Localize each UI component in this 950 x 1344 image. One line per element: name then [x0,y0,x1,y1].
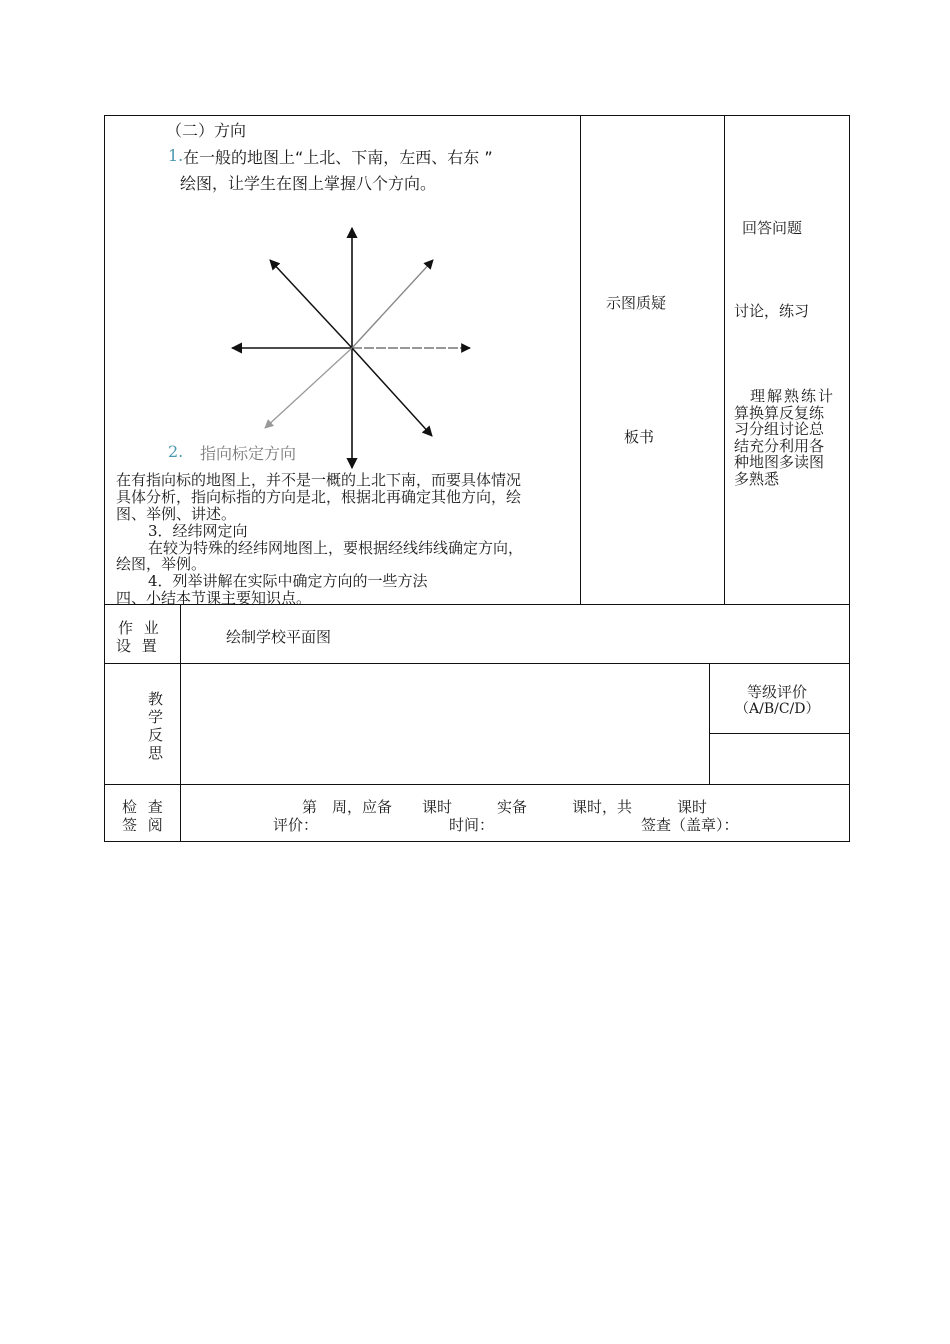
northeast-arrow-icon [352,260,433,348]
reflection-label-char4: 思 [148,744,164,762]
student-activity-1: 回答问题 [742,219,803,237]
northwest-arrow-icon [270,260,352,348]
homework-label-line1: 作 业 [118,619,162,637]
teacher-activity-2: 板书 [624,428,655,446]
table-top-border [104,115,850,116]
item1-line2: 绘图，让学生在图上掌握八个方向。 [180,174,437,193]
row-divider-reflection [104,663,850,664]
homework-label-line2: 设 置 [116,637,160,655]
item3-heading: 3．经纬网定向 [148,522,248,540]
check-evaluation: 评价： [273,816,319,834]
reflection-label-char1: 教 [148,690,164,708]
student-activity-3-line5: 种地图多读图 [734,453,825,471]
section4-summary: 四、小结本节课主要知识点。 [116,589,312,607]
item2-para-line2: 具体分析，指向标指的方向是北，根据北再确定其他方向，绘 [116,488,522,506]
compass-diagram [225,222,480,474]
item1-line1: 在一般的地图上“上北、下南，左西、右东 ” [183,148,493,167]
check-time: 时间： [449,816,495,834]
item1-number: 1. [168,146,184,165]
check-label-line2: 签 阅 [122,816,166,834]
teacher-activity-1: 示图质疑 [606,294,667,312]
col-divider-student [724,115,725,605]
check-line1: 第 周，应备 课时 实备 课时，共 课时 [302,798,708,816]
item2-title: 指向标定方向 [200,444,297,463]
student-activity-3-line3: 习分组讨论总 [734,420,825,438]
section-heading: （二）方向 [166,121,247,140]
item2-number: 2. [168,442,184,461]
col-divider-grade [709,663,710,784]
reflection-label [148,690,163,762]
homework-value: 绘制学校平面图 [226,628,332,646]
item2-para-line1: 在有指向标的地图上，并不是一概的上北下南，而要具体情况 [116,471,522,489]
student-activity-3-line6: 多熟悉 [734,470,780,488]
check-label-line1: 检 查 [122,798,166,816]
col-divider-label [180,604,181,842]
table-left-border [104,115,105,842]
table-right-border [849,115,850,842]
item2-para-line3: 图、举例、讲述。 [116,505,237,523]
student-activity-3-line4: 结充分利用各 [734,437,825,455]
col-divider-teacher [580,115,581,605]
item4-heading: 4．列举讲解在实际中确定方向的一些方法 [148,572,428,590]
table-bottom-border [104,841,850,842]
row-divider-check [104,784,850,785]
southeast-arrow-icon [352,348,432,436]
item3-para-line2: 绘图，举例。 [116,555,207,573]
item3-para-line1: 在较为特殊的经纬网地图上，要根据经线纬线确定方向， [148,539,524,557]
student-activity-2: 讨论，练习 [734,302,810,320]
grade-divider [709,733,850,734]
check-stamp: 签查（盖章）： [641,816,739,834]
reflection-label-char3: 反 [148,726,164,744]
student-activity-3-line2: 算换算反复练 [734,404,825,422]
southwest-arrow-icon [265,348,352,428]
grade-label: 等级评价 [747,683,808,701]
grade-options: （A/B/C/D） [735,701,820,717]
reflection-label-char2: 学 [148,708,164,726]
student-activity-3-line1: 理解熟练计 [750,387,836,405]
